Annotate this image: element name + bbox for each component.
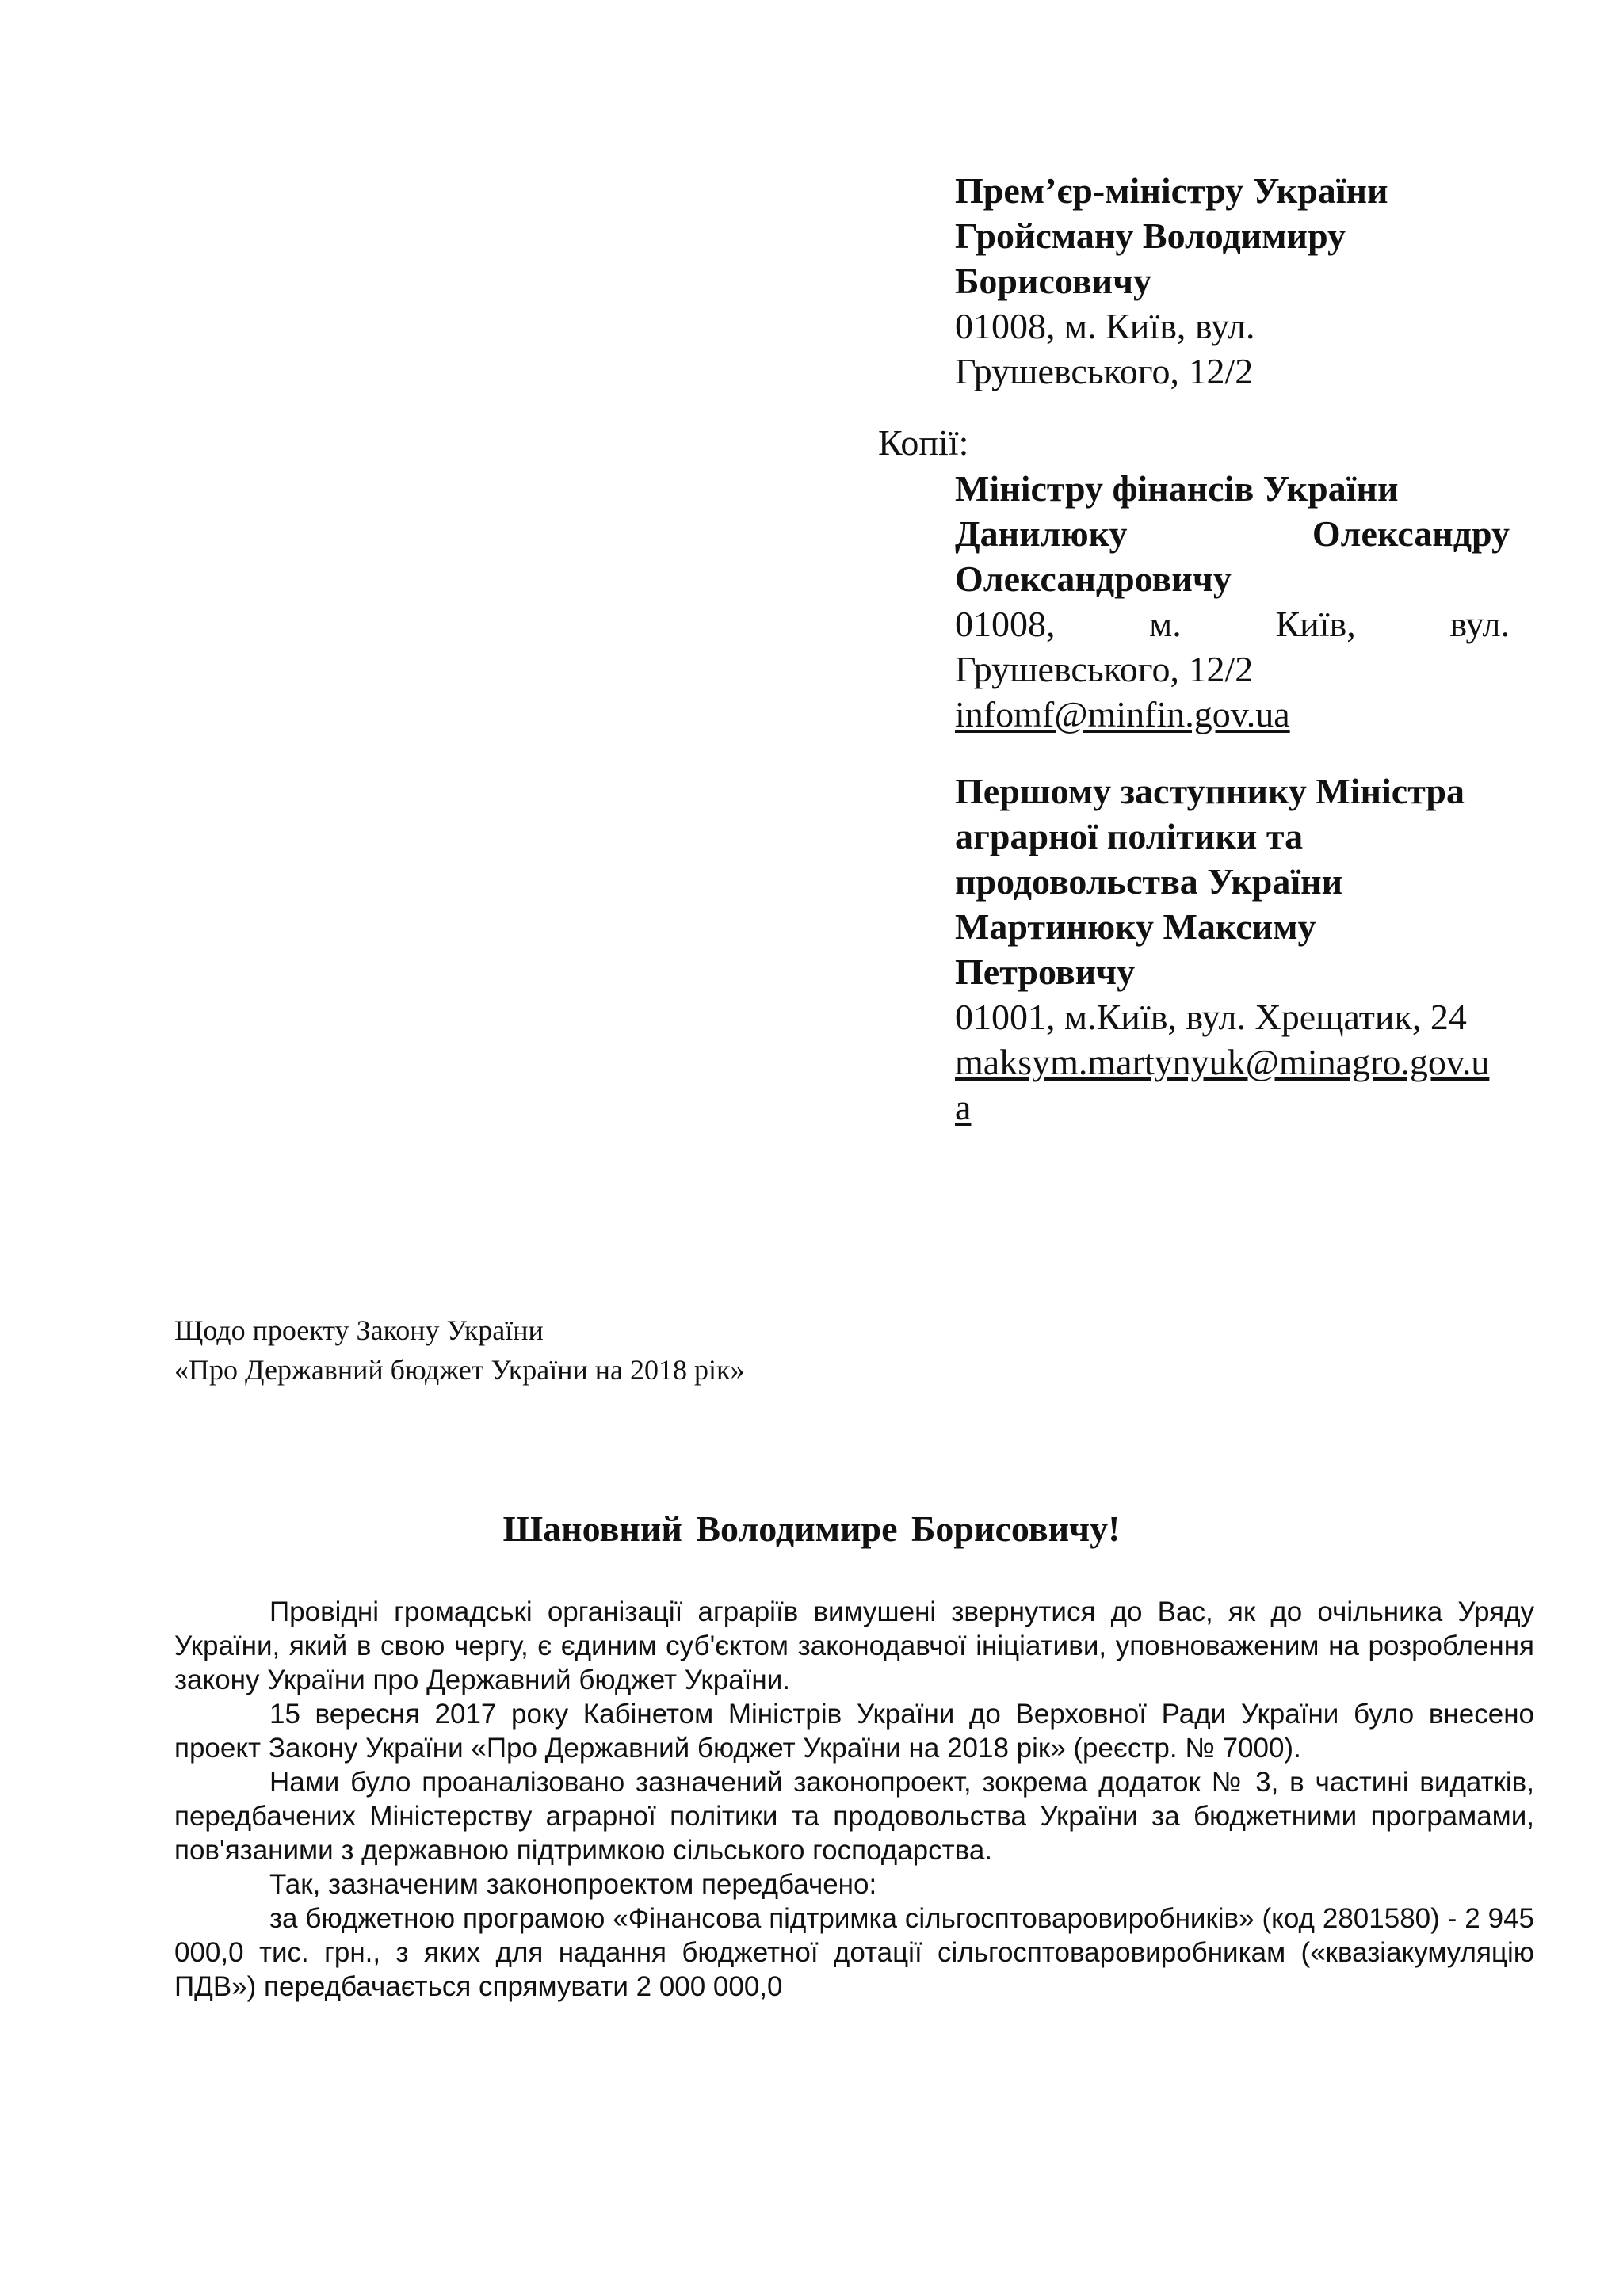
minfin-address-line2: Грушевського, 12/2	[955, 649, 1254, 689]
copy-addressee-minagro	[955, 769, 1510, 1130]
minagro-email-link-wrap[interactable]: a	[955, 1087, 972, 1127]
minagro-address: 01001, м.Київ, вул. Хрещатик, 24	[955, 997, 1467, 1037]
copy-addressee-minfin	[955, 466, 1510, 737]
addressee-patronymic: Борисовичу	[955, 261, 1152, 301]
minfin-patronymic: Олександровичу	[955, 559, 1232, 599]
minagro-patronymic: Петровичу	[955, 952, 1136, 992]
body-paragraph-2: 15 вересня 2017 року Кабінетом Міністрів України до Верховної Ради України було внесено проект Закону України «Про Державний бюджет України на 2018 рік» (реєстр. № 7000).	[174, 1699, 1534, 1764]
body-paragraph-5: за бюджетною програмою «Фінансова підтримка сільгосптоваровиробників» (код 2801580) - 2 945 000,0 тис. грн., з яких для надання бюджетної дотації сільгосптоваровиробникам («квазіакумуляцію ПДВ») передбачається спрямувати 2 000 000,0	[174, 1903, 1534, 2002]
subject-line1: Щодо проекту Закону України	[174, 1314, 544, 1346]
minagro-email-link[interactable]: maksym.martynyuk@minagro.gov.u	[955, 1042, 1490, 1082]
minfin-title: Міністру фінансів України	[955, 468, 1399, 509]
addressee-title: Прем’єр-міністру України	[955, 170, 1388, 211]
letter-body	[174, 1595, 1534, 2004]
subject-line2: «Про Державний бюджет України на 2018 рік»	[174, 1354, 745, 1386]
addressee-name: Гройсману Володимиру	[955, 215, 1346, 256]
minagro-name: Мартинюку Максиму	[955, 906, 1316, 947]
minfin-email-link[interactable]: infomf@minfin.gov.ua	[955, 694, 1290, 734]
addressee-address-line2: Грушевського, 12/2	[955, 351, 1254, 391]
minfin-name: Данилюку Олександру	[955, 513, 1510, 554]
minfin-address-line1: 01008, м. Київ, вул.	[955, 604, 1510, 644]
letter-subject	[174, 1310, 888, 1390]
copies-label: Копії:	[878, 422, 969, 463]
minagro-title-line3: продовольства України	[955, 861, 1343, 902]
salutation: Шановний Володимире Борисовичу!	[502, 1508, 1121, 1549]
body-paragraph-4: Так, зазначеним законопроектом передбачено:	[269, 1869, 877, 1900]
body-paragraph-3: Нами було проаналізовано зазначений законопроект, зокрема додаток № 3, в частині видатків, передбачених Міністерству аграрної політики та продовольства України за бюджетними програмами, пов'язаними з державною підтримкою сільського господарства.	[174, 1767, 1534, 1866]
addressee-address-line1: 01008, м. Київ, вул.	[955, 306, 1255, 346]
minagro-title-line1: Першому заступнику Міністра	[955, 771, 1465, 811]
body-paragraph-1: Провідні громадські організації аграріїв вимушені звернутися до Вас, як до очільника Уряду України, який в свою чергу, є єдиним суб'єктом законодавчої ініціативи, уповноваженим на розроблення закону України про Державний бюджет України.	[174, 1596, 1534, 1695]
minagro-title-line2: аграрної політики та	[955, 816, 1304, 856]
primary-addressee	[955, 168, 1510, 394]
